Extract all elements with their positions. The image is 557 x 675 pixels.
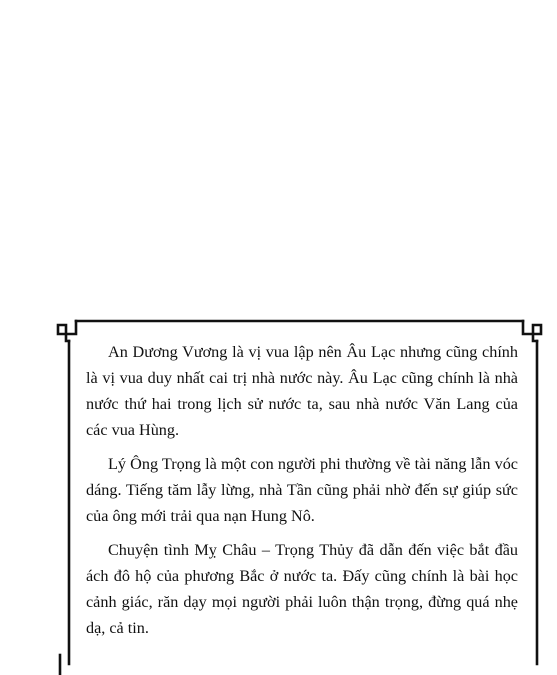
paragraph-my-chau-trong-thuy: Chuyện tình Mỵ Châu – Trọng Thủy đã dẫn đến việc bắt đầu ách đô hộ của phương Bắc ở nước ta. Đấy cũng chính là bài học cảnh giác, răn dạy mọi người phải luôn thận trọng, đừng quá nhẹ dạ, cả tin. (86, 541, 518, 637)
paragraph-ly-ong-trong: Lý Ông Trọng là một con người phi thường về tài năng lẫn vóc dáng. Tiếng tăm lẫy lừng, nhà Tần cũng phải nhờ đến sự giúp sức của ông mới trải qua nạn Hung Nô. (86, 455, 518, 525)
frame-corner-top-right (523, 321, 541, 341)
paragraph-an-duong-vuong: An Dương Vương là vị vua lập nên Âu Lạc nhưng cũng chính là vị vua duy nhất cai trị nhà nước này. Âu Lạc cũng chính là nhà nước thứ hai trong lịch sử nước ta, sau nhà nước Văn Lang của các vua Hùng. (86, 343, 518, 439)
frame-corner-top-left (58, 321, 76, 341)
summary-text-box (86, 339, 518, 641)
